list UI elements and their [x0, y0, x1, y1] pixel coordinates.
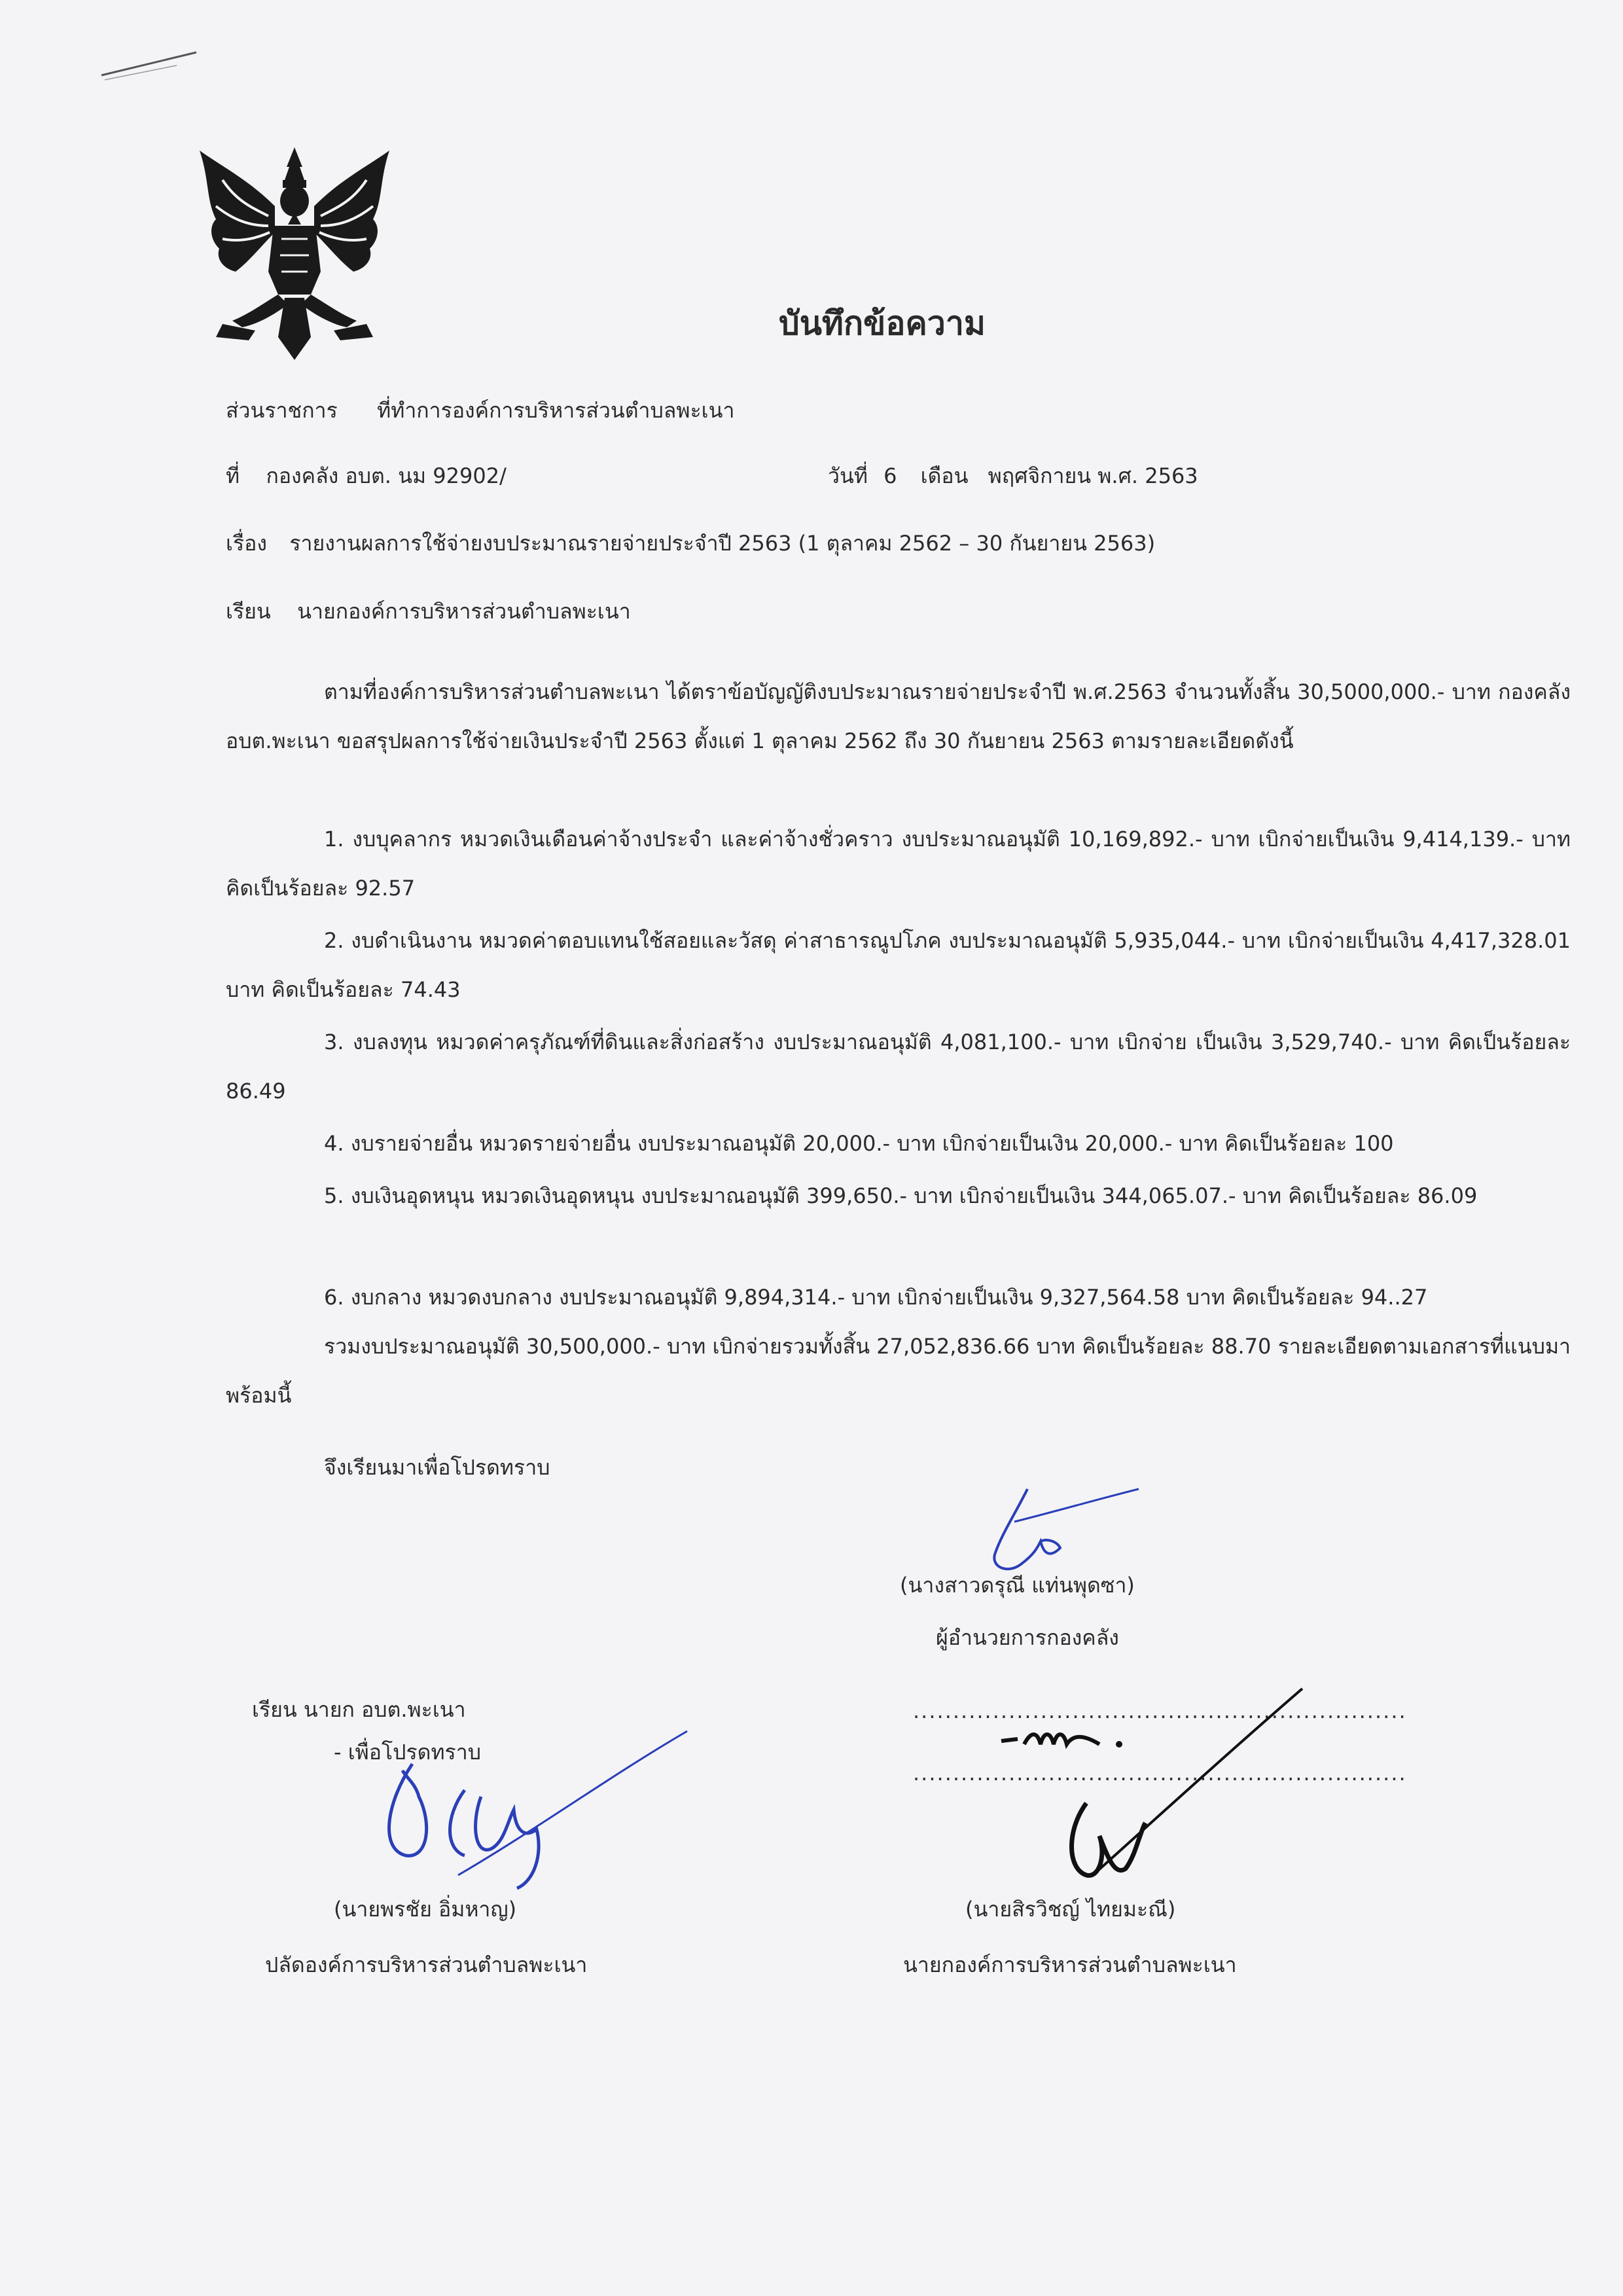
subject-row [226, 529, 1155, 558]
reference-value: กองคลัง อบต. นม 92902/ [266, 463, 507, 488]
intro-text: ตามที่องค์การบริหารส่วนตำบลพะเนา ได้ตราข้อบัญญัติงบประมาณรายจ่ายประจำปี พ.ศ.2563 จำนวนทั้งสิ้น 30,5000,000.- บาท กองคลัง อบต.พะเนา ขอสรุปผลการใช้จ่ายเงินประจำปี 2563 ตั้งแต่ 1 ตุลาคม 2562 ถึง 30 กันยายน 2563 ตามรายละเอียดดังนี้ [226, 679, 1571, 753]
memo-addressee: เรียน นายก อบต.พะเนา [252, 1697, 466, 1722]
total-text: รวมงบประมาณอนุมัติ 30,500,000.- บาท เบิกจ่ายรวมทั้งสิ้น 27,052,836.66 บาท คิดเป็นร้อยละ 88.70 รายละเอียดตามเอกสารที่แนบมาพร้อมนี้ [226, 1334, 1571, 1408]
division-label: ส่วนราชการ [226, 398, 338, 423]
reference-label: ที่ [226, 463, 240, 488]
subject-value: รายงานผลการใช้จ่ายงบประมาณรายจ่ายประจำปี 2563 (1 ตุลาคม 2562 – 30 กันยายน 2563) [289, 531, 1156, 556]
finance-director-signature-icon [975, 1476, 1152, 1581]
closing-paragraph [226, 1443, 1571, 1492]
clerk-position: ปลัดองค์การบริหารส่วนตำบลพะเนา [265, 1952, 588, 1977]
mayor-position: นายกองค์การบริหารส่วนตำบลพะเนา [903, 1952, 1237, 1977]
subject-label: เรื่อง [226, 531, 267, 556]
addressee-row [226, 597, 631, 626]
reference-row [226, 461, 507, 490]
garuda-emblem-icon [196, 141, 393, 363]
budget-item-text: 5. งบเงินอุดหนุน หมวดเงินอุดหนุน งบประมาณอนุมัติ 399,650.- บาท เบิกจ่ายเป็นเงิน 344,065.07.- บาท คิดเป็นร้อยละ 86.09 [324, 1183, 1478, 1208]
mayor-signature-icon [995, 1679, 1309, 1895]
clerk-signature-icon [366, 1725, 694, 1895]
budget-item-text: 4. งบรายจ่ายอื่น หมวดรายจ่ายอื่น งบประมาณอนุมัติ 20,000.- บาท เบิกจ่ายเป็นเงิน 20,000.- บาท คิดเป็นร้อยละ 100 [324, 1131, 1394, 1156]
mayor-dotted-line-2: .............................................................. [913, 1761, 1407, 1785]
addressee-value: นายกองค์การบริหารส่วนตำบลพะเนา [297, 599, 631, 624]
stray-pen-mark [98, 46, 203, 85]
budget-item-text: 1. งบบุคลากร หมวดเงินเดือนค่าจ้างประจำ และค่าจ้างชั่วคราว งบประมาณอนุมัติ 10,169,892.- บาท เบิกจ่ายเป็นเงิน 9,414,139.- บาท คิดเป็นร้อยละ 92.57 [226, 827, 1571, 901]
date-row [828, 461, 1198, 490]
budget-item-6 [226, 1273, 1571, 1322]
addressee-label: เรียน [226, 599, 271, 624]
budget-item-4 [226, 1119, 1571, 1168]
page-title: บันทึกข้อความ [779, 304, 986, 342]
date-day: 6 [883, 463, 897, 488]
month-label: เดือน [920, 463, 969, 488]
date-month-year: พฤศจิกายน พ.ศ. 2563 [988, 463, 1198, 488]
mayor-name: (นายสิรวิชญ์ ไทยมะณี) [965, 1897, 1176, 1922]
budget-item-text: 3. งบลงทุน หมวดค่าครุภัณฑ์ที่ดินและสิ่งก่อสร้าง งบประมาณอนุมัติ 4,081,100.- บาท เบิกจ่าย เป็นเงิน 3,529,740.- บาท คิดเป็นร้อยละ 86.49 [226, 1030, 1571, 1103]
division-row [226, 396, 734, 425]
budget-item-2 [226, 916, 1571, 1014]
budget-item-1 [226, 815, 1571, 913]
budget-item-text: 2. งบดำเนินงาน หมวดค่าตอบแทนใช้สอยและวัสดุ ค่าสาธารณูปโภค งบประมาณอนุมัติ 5,935,044.- บาท เบิกจ่ายเป็นเงิน 4,417,328.01 บาท คิดเป็นร้อยละ 74.43 [226, 928, 1571, 1002]
memo-note: - เพื่อโปรดทราบ [334, 1740, 481, 1765]
clerk-name: (นายพรชัย อิ่มหาญ) [334, 1897, 517, 1922]
finance-director-name: (นางสาวดรุณี แท่นพุดซา) [900, 1573, 1135, 1598]
mayor-dotted-line: .............................................................. [913, 1698, 1407, 1723]
budget-item-3 [226, 1018, 1571, 1116]
total-paragraph [226, 1322, 1571, 1420]
closing-text: จึงเรียนมาเพื่อโปรดทราบ [324, 1455, 550, 1480]
division-value: ที่ทำการองค์การบริหารส่วนตำบลพะเนา [377, 398, 735, 423]
budget-item-5 [226, 1172, 1571, 1221]
date-label: วันที่ [828, 463, 868, 488]
intro-paragraph [226, 668, 1571, 766]
budget-item-text: 6. งบกลาง หมวดงบกลาง งบประมาณอนุมัติ 9,894,314.- บาท เบิกจ่ายเป็นเงิน 9,327,564.58 บาท คิดเป็นร้อยละ 94..27 [324, 1285, 1428, 1310]
finance-director-position: ผู้อำนวยการกองคลัง [936, 1625, 1119, 1650]
